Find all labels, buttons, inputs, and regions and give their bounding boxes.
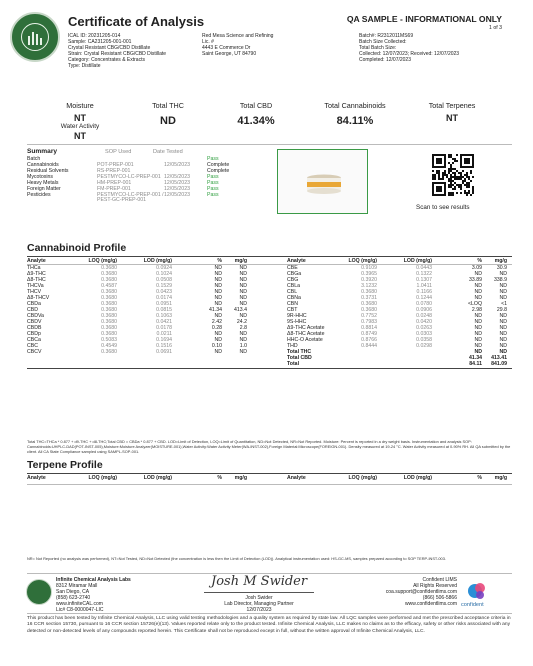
analyte-value: 33.89 <box>469 277 482 283</box>
analyte-name: THD <box>287 343 298 349</box>
analyte-name: HHC-O Acetate <box>287 337 323 343</box>
column-header: % <box>477 258 482 264</box>
sample-id: Sample: CA231205-001-001 <box>68 39 132 45</box>
analyte-value: 0.0263 <box>416 325 432 331</box>
analyte-value: 0.3680 <box>361 301 377 307</box>
summary-status: Pass <box>207 192 219 198</box>
lab-name: Infinite Chemical Analysis Labs <box>56 577 131 583</box>
analyte-value: ND <box>239 349 247 355</box>
analyte-value: 0.0508 <box>156 277 172 283</box>
analyte-value: ND <box>239 337 247 343</box>
analyte-value: ND <box>474 313 482 319</box>
analyte-name: Δ9-THC Acetate <box>287 325 325 331</box>
signature-line <box>204 592 314 593</box>
summary-status: Complete <box>207 168 230 174</box>
column-header: LOD (mg/g) <box>403 475 432 481</box>
divider <box>27 144 512 145</box>
analyte-value: ND <box>499 343 507 349</box>
signature: Josh M Swider <box>211 574 308 589</box>
lab-website[interactable]: www.infiniteCAL.com <box>56 601 103 607</box>
page-title: Certificate of Analysis <box>68 14 205 29</box>
analyte-value: ND <box>214 349 222 355</box>
stat-sublabel: Water Activity <box>60 123 100 130</box>
analyte-value: 0.0358 <box>416 337 432 343</box>
cannabinoid-footnote: Total THC=THCa * 0.877 + d9-THC + d8-THC;Total CBD = CBDa * 0.877 + CBD. LOD=Limit of Detection, LOQ=Limit of Quantitation, ND=Not Detected, NR=Not Reported. Moisture: Percent is reported in a dry weight basis. Instrumentation and analysis SOP: Cannabinoids:UHPLC-DAD(POT-INST-005),Moisture:Moisture Analyzer(MOISTURE-001),Water Activity:Water Activity Meter(WA-INST-002),Foreign Material:Microscope(FOREIGN-001). Density measured at 19-24 °C. Water Activity measured at 0-90% RH. All QA submitted by the client. All CA State Compliance sampled using SAMPL-SOP-001. <box>27 439 511 455</box>
summary-test-name: Mycotoxins <box>27 174 53 180</box>
analyte-value: 0.3680 <box>361 307 377 313</box>
total-label: Total CBD <box>287 355 312 361</box>
analyte-name: CBNa <box>287 295 301 301</box>
analyte-name: CBDB <box>27 325 42 331</box>
analyte-value: 338.9 <box>494 277 507 283</box>
lims-name: Confident LIMS <box>422 577 457 583</box>
lab-street: 8312 Miramar Mall <box>56 583 98 589</box>
analyte-value: 0.1694 <box>156 337 172 343</box>
column-header: LOQ (mg/g) <box>88 258 117 264</box>
analyte-value: 0.3680 <box>101 301 117 307</box>
analyte-value: ND <box>214 265 222 271</box>
signer-block <box>204 595 314 613</box>
analyte-value: 0.3731 <box>361 295 377 301</box>
analyte-value: 0.28 <box>211 325 222 331</box>
analyte-value: ND <box>214 313 222 319</box>
analyte-value: 0.1307 <box>416 277 432 283</box>
analyte-value: 0.0951 <box>156 301 172 307</box>
summary-col-date: Date Tested <box>153 149 183 155</box>
column-header: Analyte <box>27 258 46 264</box>
analyte-name: Δ9-THC <box>27 271 46 277</box>
analyte-value: ND <box>214 277 222 283</box>
analyte-value: ND <box>499 325 507 331</box>
analyte-value: 0.1024 <box>156 271 172 277</box>
analyte-name: Δ8-THCV <box>27 295 50 301</box>
analyte-value: ND <box>474 343 482 349</box>
lims-info <box>365 577 457 607</box>
lab-phone: (858) 623-2740 <box>56 595 91 601</box>
category: Category: Concentrates & Extracts <box>68 57 145 63</box>
summary-sop: HM-PREP-001 <box>97 180 132 186</box>
analyte-value: 0.3680 <box>101 313 117 319</box>
client-city: Saint George, UT 84790 <box>202 51 257 57</box>
analyte-value: 0.0303 <box>416 331 432 337</box>
analyte-value: 0.9109 <box>361 265 377 271</box>
analyte-value: 0.1166 <box>416 289 432 295</box>
analyte-value: 30.9 <box>496 265 507 271</box>
lims-phone: (866) 506-5866 <box>422 595 457 601</box>
analyte-name: CBL <box>287 289 298 295</box>
total-label: Total <box>287 361 300 367</box>
analyte-value: 0.0906 <box>416 307 432 313</box>
analyte-value: 0.5083 <box>101 337 117 343</box>
analyte-value: 0.4587 <box>101 283 117 289</box>
summary-status: Pass <box>207 174 219 180</box>
analyte-value: ND <box>474 289 482 295</box>
analyte-value: ND <box>239 301 247 307</box>
divider <box>27 368 512 369</box>
analyte-value: 0.0211 <box>156 331 172 337</box>
analyte-value: 0.1322 <box>416 271 432 277</box>
analyte-value: 0.3965 <box>361 271 377 277</box>
analyte-value: 0.1529 <box>156 283 172 289</box>
disclaimer: This product has been tested by Infinite Chemical Analysis, LLC using valid testing methodologies and a quality system as required by state law. All LQC samples were performed and met the prescribed acceptance criteria in 16 CCR section 15730, pursuant to 16 CCR section 15726(e)(13). Values reported relate only to the product tested. Infinite Chemical Analysis, LLC makes no claims as to the efficacy, safety or other risks associated with any detected or non-detected levels of any compounds reported herein. This Certificate shall not be reproduced except in full, without the written approval of Infinite Chemical Analysis, LLC. <box>27 616 511 634</box>
client-name: Red Mesa Science and Refining <box>202 33 274 39</box>
analyte-value: ND <box>239 289 247 295</box>
analyte-value: ND <box>474 295 482 301</box>
stat-total-cbd <box>221 101 291 127</box>
sample-name: Crystal Resistant CBG/CBD Distillate <box>68 45 151 51</box>
totals-row <box>27 361 512 367</box>
analyte-value: 0.3680 <box>101 277 117 283</box>
summary-test-name: Foreign Matter <box>27 186 61 192</box>
analyte-value: 24.2 <box>236 319 247 325</box>
lab-city: San Diego, CA <box>56 589 90 595</box>
summary-status: Pass <box>207 186 219 192</box>
client-info <box>202 33 322 57</box>
lims-website[interactable]: www.confidentlims.com <box>405 601 457 607</box>
cannabinoid-profile-title: Cannabinoid Profile <box>27 242 127 254</box>
analyte-value: 0.8444 <box>361 343 377 349</box>
summary-title: Summary <box>27 148 58 155</box>
analyte-value: 0.1516 <box>156 343 172 349</box>
analyte-name: CBC <box>27 343 38 349</box>
analyte-name: CBT <box>287 307 298 313</box>
analyte-value: 41.34 <box>209 307 222 313</box>
stat-subvalue: NT <box>74 131 86 141</box>
column-header: Analyte <box>27 475 46 481</box>
summary-test-name: Pesticides <box>27 192 51 198</box>
analyte-value: 0.3680 <box>361 289 377 295</box>
analyte-value: 0.3680 <box>101 325 117 331</box>
total-pct: 41.34 <box>469 355 482 361</box>
column-header: LOD (mg/g) <box>403 258 432 264</box>
analyte-value: ND <box>474 325 482 331</box>
stat-total-terpenes <box>412 101 492 123</box>
summary-test-name: Cannabinoids <box>27 162 59 168</box>
lims-rights: All Rights Reserved <box>413 583 457 589</box>
analyte-value: ND <box>239 331 247 337</box>
analyte-value: ND <box>499 271 507 277</box>
sign-date: 12/07/2023 <box>246 607 272 613</box>
analyte-value: 0.3680 <box>101 295 117 301</box>
analyte-value: 0.0178 <box>156 325 172 331</box>
analyte-value: 3.1232 <box>361 283 377 289</box>
analyte-value: ND <box>499 319 507 325</box>
stat-label: Total Terpenes <box>428 101 476 110</box>
analyte-value: 0.3680 <box>101 307 117 313</box>
batch-size-collected: Batch Size Collected: <box>359 39 407 45</box>
product-photo <box>277 149 368 214</box>
divider <box>27 473 512 474</box>
client-street: 4443 E Commerce Dr <box>202 45 251 51</box>
analyte-value: 0.8814 <box>361 325 377 331</box>
analyte-value: ND <box>499 283 507 289</box>
analyte-value: 0.3680 <box>101 331 117 337</box>
column-header: Analyte <box>287 258 306 264</box>
summary-sop: FM-PREP-001 <box>97 186 131 192</box>
column-header: LOQ (mg/g) <box>348 258 377 264</box>
lab-seal-icon <box>10 12 60 62</box>
analyte-name: 9R-HHC <box>287 313 307 319</box>
analyte-name: THCa <box>27 265 41 271</box>
analyte-value: 0.0443 <box>416 265 432 271</box>
lab-address <box>56 577 166 613</box>
column-header: mg/g <box>234 475 247 481</box>
summary-test-name: Batch <box>27 156 41 162</box>
collected-received: Collected: 12/07/2023; Received: 12/07/2023 <box>359 51 460 57</box>
analyte-name: 9S-HHC <box>287 319 307 325</box>
analyte-name: CBDp <box>27 331 41 337</box>
divider <box>27 613 512 614</box>
jar-image <box>305 174 343 194</box>
scan-to-see-results: Scan to see results <box>416 204 470 211</box>
analyte-name: CBCV <box>27 349 42 355</box>
confident-logo-icon <box>466 580 488 602</box>
column-header: LOD (mg/g) <box>143 258 172 264</box>
analyte-name: CBDV <box>27 319 42 325</box>
stat-value: 41.34% <box>237 115 275 127</box>
analyte-value: 29.8 <box>496 307 507 313</box>
total-batch-size: Total Batch Size: <box>359 45 397 51</box>
analyte-value: 0.3920 <box>361 277 377 283</box>
column-header: % <box>217 258 222 264</box>
analyte-value: ND <box>499 295 507 301</box>
analyte-value: ND <box>474 283 482 289</box>
page-indicator: 1 of 3 <box>489 25 502 31</box>
column-header: mg/g <box>234 258 247 264</box>
analyte-value: 2.98 <box>471 307 482 313</box>
analyte-value: 0.3680 <box>101 265 117 271</box>
divider <box>27 264 512 265</box>
analyte-value: 0.0248 <box>416 313 432 319</box>
divider <box>27 484 512 485</box>
stat-label: Total CBD <box>239 101 273 110</box>
analyte-value: 0.3680 <box>101 271 117 277</box>
total-label: Total THC <box>287 349 312 355</box>
summary-sop: RS-PREP-001 <box>97 168 131 174</box>
lab-license: Lic# C8-0000047-LIC <box>56 607 104 613</box>
analyte-value: 0.4549 <box>101 343 117 349</box>
analyte-value: 0.0691 <box>156 349 172 355</box>
analyte-name: CBDa <box>27 301 41 307</box>
analyte-value: 0.0174 <box>156 295 172 301</box>
stat-label: Total Cannabinoids <box>324 101 386 110</box>
analyte-value: ND <box>499 337 507 343</box>
cannabinoid-table <box>27 258 512 438</box>
summary-status: Pass <box>207 156 219 162</box>
column-header: LOD (mg/g) <box>143 475 172 481</box>
total-mgg: 841.09 <box>491 361 507 367</box>
analyte-value: ND <box>499 289 507 295</box>
column-header: mg/g <box>494 475 507 481</box>
analyte-name: Δ8-THC Acetate <box>287 331 325 337</box>
stat-total-cannabinoids <box>310 101 400 127</box>
terpene-footnote: NR= Not Reported (no analysis was performed), NT=Not Tested, ND=Not Detected (the concentration is less then the Limit of Detection (LOD)). Analytical instrumentation used: HS-GC-MS, samples prepared according to SOP TERP-INST-003. <box>27 556 446 561</box>
summary-sop: PEST-GC-PREP-001 <box>97 197 147 203</box>
stat-value: 84.11% <box>336 115 374 127</box>
total-pct: 84.11 <box>469 361 482 367</box>
total-mgg: ND <box>499 349 507 355</box>
analyte-value: 0.1244 <box>416 295 432 301</box>
analyte-value: ND <box>239 283 247 289</box>
analyte-value: 0.0815 <box>156 307 172 313</box>
analyte-value: 0.7752 <box>361 313 377 319</box>
analyte-value: ND <box>214 295 222 301</box>
analyte-value: ND <box>239 277 247 283</box>
total-mgg: 413.41 <box>491 355 507 361</box>
analyte-name: CBDVa <box>27 313 44 319</box>
analyte-value: ND <box>239 313 247 319</box>
analyte-name: Δ8-THC <box>27 277 46 283</box>
analyte-name: THCVa <box>27 283 44 289</box>
stat-total-thc <box>133 101 203 127</box>
analyte-value: 0.8749 <box>361 331 377 337</box>
analyte-value: 0.3680 <box>101 319 117 325</box>
analyte-value: 0.7983 <box>361 319 377 325</box>
analyte-value: 0.8766 <box>361 337 377 343</box>
analyte-value: ND <box>214 301 222 307</box>
summary-status: Complete <box>207 162 230 168</box>
summary-date: 12/05/2023 <box>164 192 190 198</box>
qr-code-icon[interactable] <box>432 154 474 196</box>
confident-logo-text: confident <box>461 602 484 608</box>
analyte-value: ND <box>499 331 507 337</box>
batch-number: Batch#: R2312011MS69 <box>359 33 414 39</box>
stat-value: NT <box>446 113 458 123</box>
analyte-value: ND <box>214 289 222 295</box>
analyte-value: ND <box>474 331 482 337</box>
analyte-value: 0.0924 <box>156 265 172 271</box>
analyte-value: 2.42 <box>211 319 222 325</box>
column-header: % <box>477 475 482 481</box>
terpene-profile-title: Terpene Profile <box>27 459 103 471</box>
analyte-value: ND <box>474 319 482 325</box>
analyte-value: 0.3680 <box>101 349 117 355</box>
qa-banner: QA SAMPLE - INFORMATIONAL ONLY <box>346 14 502 24</box>
signer-title: Lab Director, Managing Partner <box>224 601 294 607</box>
analyte-value: ND <box>214 337 222 343</box>
summary-test-name: Heavy Metals <box>27 180 59 186</box>
analyte-name: CBCa <box>27 337 41 343</box>
analyte-value: 0.0780 <box>416 301 432 307</box>
analyte-value: ND <box>239 295 247 301</box>
summary-test-name: Residual Solvents <box>27 168 69 174</box>
lab-seal-icon <box>26 579 52 605</box>
column-header: % <box>217 475 222 481</box>
column-header: LOQ (mg/g) <box>348 475 377 481</box>
summary-sop: PESTMYCO-LC-PREP-001 / <box>97 192 164 198</box>
summary-date: 12/05/2023 <box>164 174 190 180</box>
analyte-value: ND <box>239 265 247 271</box>
batch-info <box>359 33 509 63</box>
signer-name: Josh Swider <box>245 595 273 601</box>
column-header: Analyte <box>287 475 306 481</box>
client-license: Lic. # <box>202 39 214 45</box>
analyte-value: 0.0298 <box>416 343 432 349</box>
stat-label: Total THC <box>152 101 184 110</box>
analyte-value: ND <box>239 271 247 277</box>
ical-id: ICAL ID: 20231205-014 <box>68 33 121 39</box>
analyte-value: 0.0423 <box>156 289 172 295</box>
analyte-name: CBLa <box>287 283 300 289</box>
analyte-name: THCV <box>27 289 42 295</box>
analyte-value: ND <box>499 313 507 319</box>
stat-label: Moisture <box>66 101 94 110</box>
completed-date: Completed: 12/07/2023 <box>359 57 411 63</box>
divider <box>27 256 512 257</box>
analyte-value: 0.0420 <box>416 319 432 325</box>
column-header: mg/g <box>494 258 507 264</box>
analyte-value: ND <box>474 337 482 343</box>
summary-sop: PESTMYCO-LC-PREP-001 <box>97 174 161 180</box>
analyte-value: <1 <box>501 301 507 307</box>
analyte-value: ND <box>474 271 482 277</box>
stat-moisture <box>45 101 115 141</box>
analyte-value: 0.10 <box>211 343 222 349</box>
summary-date: 12/05/2023 <box>164 180 190 186</box>
analyte-name: CBGa <box>287 271 302 277</box>
type: Type: Distillate <box>68 63 101 69</box>
analyte-name: CBG <box>287 277 299 283</box>
analyte-value: ND <box>214 283 222 289</box>
strain: Strain: Crystal Resistant CBG/CBD Distillate <box>68 51 167 57</box>
analyte-value: 1.0411 <box>416 283 432 289</box>
analyte-name: CBE <box>287 265 298 271</box>
summary-sop: POT-PREP-001 <box>97 162 134 168</box>
analyte-value: 3.09 <box>471 265 482 271</box>
stat-value: ND <box>160 115 176 127</box>
analyte-value: 2.8 <box>239 325 247 331</box>
analyte-value: 413.4 <box>234 307 247 313</box>
summary-date: 12/05/2023 <box>164 162 190 168</box>
analyte-value: 0.1063 <box>156 313 172 319</box>
analyte-value: <LOQ <box>468 301 482 307</box>
analyte-value: 0.3680 <box>101 289 117 295</box>
summary-status: Pass <box>207 180 219 186</box>
analyte-name: CBD <box>27 307 38 313</box>
analyte-value: 0.0421 <box>156 319 172 325</box>
analyte-value: 1.0 <box>239 343 247 349</box>
analyte-name: CBN <box>287 301 298 307</box>
summary-date: 12/05/2023 <box>164 186 190 192</box>
analyte-value: ND <box>214 331 222 337</box>
stat-value: NT <box>74 113 86 123</box>
summary-col-sop: SOP Used <box>105 149 132 155</box>
lims-email[interactable]: coa.support@confidentlims.com <box>385 589 457 595</box>
analyte-value: ND <box>214 271 222 277</box>
column-header: LOQ (mg/g) <box>88 475 117 481</box>
total-pct: ND <box>474 349 482 355</box>
